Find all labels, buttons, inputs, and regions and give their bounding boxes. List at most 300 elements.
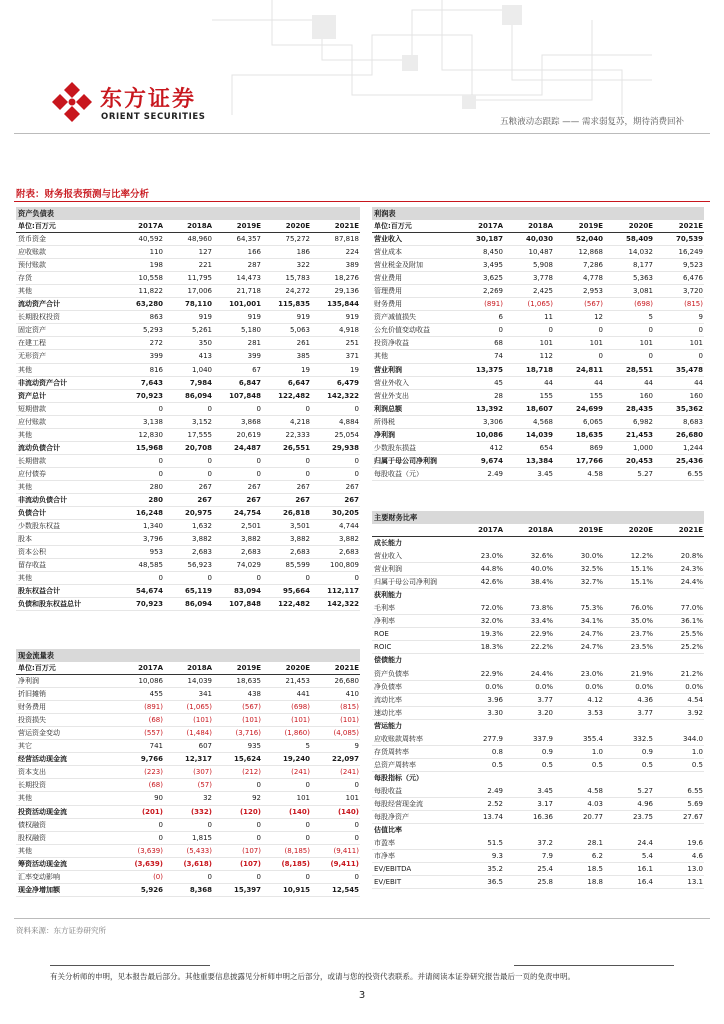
row-value: 10,915 [282,885,310,894]
row-value: 14,032 [628,248,653,257]
table-row [372,563,704,576]
row-value: 20,975 [184,509,212,518]
row-value: 54,674 [135,587,163,596]
row-value: 341 [198,690,212,699]
row-label: 营业外支出 [374,391,409,400]
row-value: 0 [305,574,310,583]
row-value: 2,683 [338,548,359,557]
row-value: 4,568 [532,417,553,426]
row-value: 11,822 [138,287,163,296]
row-value: (1,065) [186,703,212,712]
orient-securities-logo-icon [50,80,94,124]
row-value: 115,835 [278,300,310,309]
row-value: 3.92 [687,708,703,717]
row-value: 389 [345,261,359,270]
row-value: 29,136 [334,287,359,296]
group-label: 成长能力 [374,539,402,548]
row-value: 3.45 [537,786,553,795]
row-value: 32.6% [530,552,553,561]
row-value: 0 [305,781,310,790]
row-value: 0 [207,456,212,465]
table-row [372,759,704,772]
row-value: 74,029 [236,561,261,570]
row-value: 44 [694,378,703,387]
row-value: 6,476 [682,274,703,283]
row-value: 9,674 [480,456,503,465]
row-value: 3.53 [587,708,603,717]
row-value: 5,908 [532,261,553,270]
row-value: 344.0 [682,734,703,743]
row-value: 40,030 [525,235,553,244]
row-value: 17,766 [575,456,603,465]
row-value: 3,868 [240,417,261,426]
row-value: 122,482 [278,391,310,400]
row-value: 90 [154,794,163,803]
row-label: 无形资产 [18,352,46,361]
row-value: (140) [337,807,359,816]
row-label: 应付债券 [18,469,46,478]
table-row [16,727,360,740]
row-label: 短期借款 [18,404,46,413]
row-value: 4,778 [582,274,603,283]
row-value: 261 [296,339,310,348]
row-value: 15,624 [233,755,261,764]
table-row [372,707,704,720]
row-value: 112,117 [327,587,359,596]
row-label: 现金净增加额 [18,885,60,894]
section-title: 资产负债表 [16,207,360,220]
row-value: 4,918 [338,326,359,335]
row-label: 营业税金及附加 [374,261,423,270]
row-value: 919 [345,313,359,322]
row-value: 101 [539,339,553,348]
row-value: 5,063 [289,326,310,335]
unit-label: 单位:百万元 [18,664,56,672]
row-value: 26,551 [282,443,310,452]
row-value: 12,830 [138,430,163,439]
row-value: 337.9 [532,734,553,743]
row-value: (891) [144,703,163,712]
table-row [372,876,704,889]
brand-name-cn: 东方证券 [100,87,197,112]
row-value: 0 [256,469,261,478]
row-value: 0 [354,781,359,790]
row-value: 30.0% [580,552,603,561]
row-value: 22,097 [331,755,359,764]
row-value: (107) [242,846,261,855]
row-value: 12 [594,313,603,322]
row-value: 74 [494,352,503,361]
row-value: 3.30 [487,708,503,717]
row-value: 101 [345,794,359,803]
row-value: 6,065 [582,417,603,426]
source-divider [14,918,710,919]
row-value: 5.27 [637,786,653,795]
row-label: 流动资产合计 [18,300,60,309]
row-value: 5,293 [142,326,163,335]
row-value: (241) [340,768,359,777]
row-value: 741 [149,742,163,751]
section-title: 现金流量表 [16,649,360,662]
row-value: 3,778 [532,274,553,283]
row-value: 0.9 [641,747,653,756]
table-row [372,681,704,694]
row-value: 21,453 [625,430,653,439]
disclaimer: 有关分析师的申明，见本报告最后部分。其他重要信息披露见分析师申明之后部分，或请与您的投资代表联系。并请阅读本证券研究报告最后一页的免责申明。 [50,972,575,981]
row-value: 19 [301,365,310,374]
row-value: 36.5 [487,878,503,887]
row-value: (1,484) [186,729,212,738]
table-row [372,863,704,876]
row-value: 0.5 [641,760,653,769]
row-value: 0 [207,872,212,881]
row-value: (3,639) [134,859,163,868]
row-label: 长期借款 [18,456,46,465]
row-value: 73.8% [530,604,553,613]
appendix-divider [14,201,710,202]
row-value: 3,796 [142,535,163,544]
row-label: 净利润 [18,677,39,686]
row-value: 6,847 [238,378,261,387]
row-value: 5 [648,313,653,322]
row-value: 19.3% [480,630,503,639]
row-label: 每股收益（元） [374,469,423,478]
row-value: (101) [340,716,359,725]
row-value: 35,362 [675,404,703,413]
row-value: 32.5% [580,565,603,574]
row-value: 919 [296,313,310,322]
table-row [16,546,360,559]
row-value: 30,187 [475,235,503,244]
row-value: 7,984 [189,378,212,387]
row-value: 18,635 [236,677,261,686]
row-label: 每股经营现金流 [374,799,423,808]
row-value: 4,218 [289,417,310,426]
row-value: 13.1 [687,878,703,887]
row-value: 251 [345,339,359,348]
row-value: 8,683 [682,417,703,426]
row-value: 6.2 [591,852,603,861]
row-value: 186 [296,248,310,257]
row-value: 0 [256,781,261,790]
ratio-group-title [372,720,704,733]
row-label: 营运资金变动 [18,729,60,738]
year-header: 2021E [678,222,703,230]
cash-flow-table [16,649,360,897]
row-value: 19 [350,365,359,374]
row-value: 0 [256,456,261,465]
table-row [372,550,704,563]
row-value: (68) [148,781,163,790]
row-value: 0.8 [491,747,503,756]
row-value: 24.4% [680,578,703,587]
table-row [372,350,704,363]
row-value: 44 [644,378,653,387]
row-label: 折旧摊销 [18,690,46,699]
row-label: 资产总计 [18,391,46,400]
row-value: 23.0% [580,669,603,678]
row-value: 22.2% [530,643,553,652]
row-value: 12,868 [578,248,603,257]
table-row [372,785,704,798]
row-value: 0 [305,404,310,413]
row-value: 355.4 [582,734,603,743]
row-value: 2,683 [289,548,310,557]
row-value: 4.36 [637,695,653,704]
row-label: 其他 [18,846,32,855]
row-value: 3,625 [482,274,503,283]
row-value: 72.0% [480,604,503,613]
row-label: 汇率变动影响 [18,872,60,881]
row-value: 13.0 [687,865,703,874]
row-value: 15,397 [233,885,261,894]
table-row [16,559,360,572]
row-value: 287 [247,261,261,270]
row-value: (68) [148,716,163,725]
row-value: 9 [698,313,703,322]
row-value: 5,363 [632,274,653,283]
row-label: 应收账款周转率 [374,734,423,743]
row-label: 存货周转率 [374,747,409,756]
row-label: 负债合计 [18,509,46,518]
row-value: 14,039 [187,677,212,686]
row-value: 64,357 [236,235,261,244]
group-label: 获利能力 [374,591,402,600]
row-value: 919 [247,313,261,322]
row-value: 654 [539,443,553,452]
row-value: 24,699 [575,404,603,413]
row-value: 19,240 [282,755,310,764]
table-row [372,641,704,654]
row-value: (891) [484,300,503,309]
row-value: 107,848 [229,600,261,609]
row-label: EV/EBIT [374,878,402,887]
row-value: 40.0% [530,565,553,574]
row-value: 9 [354,742,359,751]
table-row [16,714,360,727]
row-value: 3.20 [537,708,553,717]
row-label: 营业费用 [374,274,402,283]
row-value: 18,607 [525,404,553,413]
row-label: EV/EBITDA [374,865,412,874]
row-value: 35,478 [675,365,703,374]
row-value: 20,708 [184,443,212,452]
row-value: 3.77 [537,695,553,704]
row-value: 83,094 [233,587,261,596]
page-number: 3 [358,990,366,1001]
table-row [372,602,704,615]
row-value: (307) [193,768,212,777]
row-value: 24.7% [580,630,603,639]
row-value: 0 [256,833,261,842]
row-label: 资产减值损失 [374,313,416,322]
table-row [16,390,360,403]
row-value: 48,585 [138,561,163,570]
row-value: 4.12 [587,695,603,704]
row-value: 410 [345,690,359,699]
row-value: 11,795 [187,274,212,283]
row-value: 3,306 [482,417,503,426]
row-value: 267 [198,482,212,491]
row-value: 20.77 [582,813,603,822]
row-value: 0 [207,469,212,478]
row-value: 280 [149,482,163,491]
row-value: 21,453 [285,677,310,686]
row-value: 15,968 [135,443,163,452]
table-row [372,233,704,246]
row-value: 48,960 [187,235,212,244]
row-value: 272 [149,339,163,348]
row-value: 10,086 [475,430,503,439]
row-value: 0 [305,456,310,465]
row-value: 25.2% [680,643,703,652]
row-value: 350 [198,339,212,348]
row-value: 0 [598,352,603,361]
group-label: 估值比率 [374,826,402,835]
row-value: 77.0% [680,604,703,613]
row-value: 160 [639,391,653,400]
row-label: 其他 [18,430,32,439]
row-label: 资本公积 [18,548,46,557]
row-value: 75,272 [285,235,310,244]
row-label: 应付账款 [18,417,46,426]
row-value: 30,205 [331,509,359,518]
row-value: 70,923 [135,391,163,400]
year-header: 2018A [528,222,553,230]
row-value: (140) [288,807,310,816]
row-label: 货币资金 [18,235,46,244]
report-title: 五粮液动态跟踪 —— 需求弱复苏，期待消费回补 [500,117,684,127]
row-value: 0 [354,820,359,829]
row-value: 26,680 [334,677,359,686]
row-label: 存货 [18,274,32,283]
row-value: (4,085) [333,729,359,738]
row-label: 其他 [374,352,388,361]
row-value: 87,818 [334,235,359,244]
year-header: 2020E [285,664,310,672]
table-row [16,298,360,311]
row-value: 3,081 [632,287,653,296]
row-value: 26,680 [675,430,703,439]
row-value: 1,815 [191,833,212,842]
row-value: (698) [634,300,653,309]
row-value: 221 [198,261,212,270]
table-row [372,576,704,589]
row-value: 78,110 [184,300,212,309]
row-label: 归属于母公司净利润 [374,456,437,465]
row-value: 18,276 [334,274,359,283]
row-label: 资产负债率 [374,669,409,678]
financial-ratios-table [372,511,704,889]
row-value: 110 [149,248,163,257]
row-value: 75.3% [580,604,603,613]
row-value: 0 [158,469,163,478]
row-value: (8,185) [284,846,310,855]
row-value: 267 [246,495,261,504]
row-value: 155 [589,391,603,400]
row-value: 280 [148,495,163,504]
row-value: 166 [247,248,261,257]
year-header: 2019E [578,222,603,230]
row-value: 38.4% [530,578,553,587]
row-value: 0 [305,820,310,829]
row-value: 24,811 [575,365,603,374]
table-row [16,285,360,298]
row-value: 441 [296,690,310,699]
table-row [372,311,704,324]
row-value: 51.5 [487,839,503,848]
row-label: 在建工程 [18,339,46,348]
table-row [372,746,704,759]
row-value: 14,039 [525,430,553,439]
row-value: 267 [197,495,212,504]
table-header-row [16,662,360,675]
row-value: 142,322 [327,600,359,609]
row-label: 预付账款 [18,261,46,270]
row-value: 17,006 [187,287,212,296]
row-label: 财务费用 [374,300,402,309]
row-label: 流动比率 [374,695,402,704]
row-value: 0.5 [491,760,503,769]
row-value: 16.36 [532,813,553,822]
row-label: 归属于母公司净利润 [374,578,437,587]
table-row [372,615,704,628]
table-row [16,858,360,871]
row-label: 营业收入 [374,235,402,244]
row-value: 101 [589,339,603,348]
row-value: 0.0% [485,682,503,691]
row-value: 4,884 [338,417,359,426]
row-value: 155 [539,391,553,400]
row-value: 413 [198,352,212,361]
row-value: 953 [149,548,163,557]
row-value: 28 [494,391,503,400]
row-value: 6,982 [632,417,653,426]
row-value: (3,716) [235,729,261,738]
row-value: 25.5% [680,630,703,639]
row-value: 40,592 [138,235,163,244]
row-value: 0 [305,833,310,842]
row-value: 0 [354,404,359,413]
row-value: 4.96 [637,799,653,808]
row-value: 44.8% [480,565,503,574]
row-label: 固定资产 [18,326,46,335]
table-row [16,468,360,481]
table-row [16,246,360,259]
row-value: 5.27 [637,469,653,478]
table-row [16,871,360,884]
row-value: 12.2% [630,552,653,561]
row-value: 28,551 [625,365,653,374]
row-value: (223) [144,768,163,777]
row-value: 399 [149,352,163,361]
table-row [372,324,704,337]
row-value: 5.4 [641,852,653,861]
table-row [372,429,704,442]
table-row [16,675,360,688]
row-value: 0 [207,820,212,829]
row-value: 455 [149,690,163,699]
unit-label: 单位:百万元 [18,222,56,230]
table-row [16,533,360,546]
table-row [16,429,360,442]
row-value: (101) [242,716,261,725]
row-value: 95,664 [282,587,310,596]
row-value: 23.7% [630,630,653,639]
data-source: 资料来源：东方证券研究所 [16,926,106,935]
row-value: 25,054 [334,430,359,439]
row-value: (101) [291,716,310,725]
